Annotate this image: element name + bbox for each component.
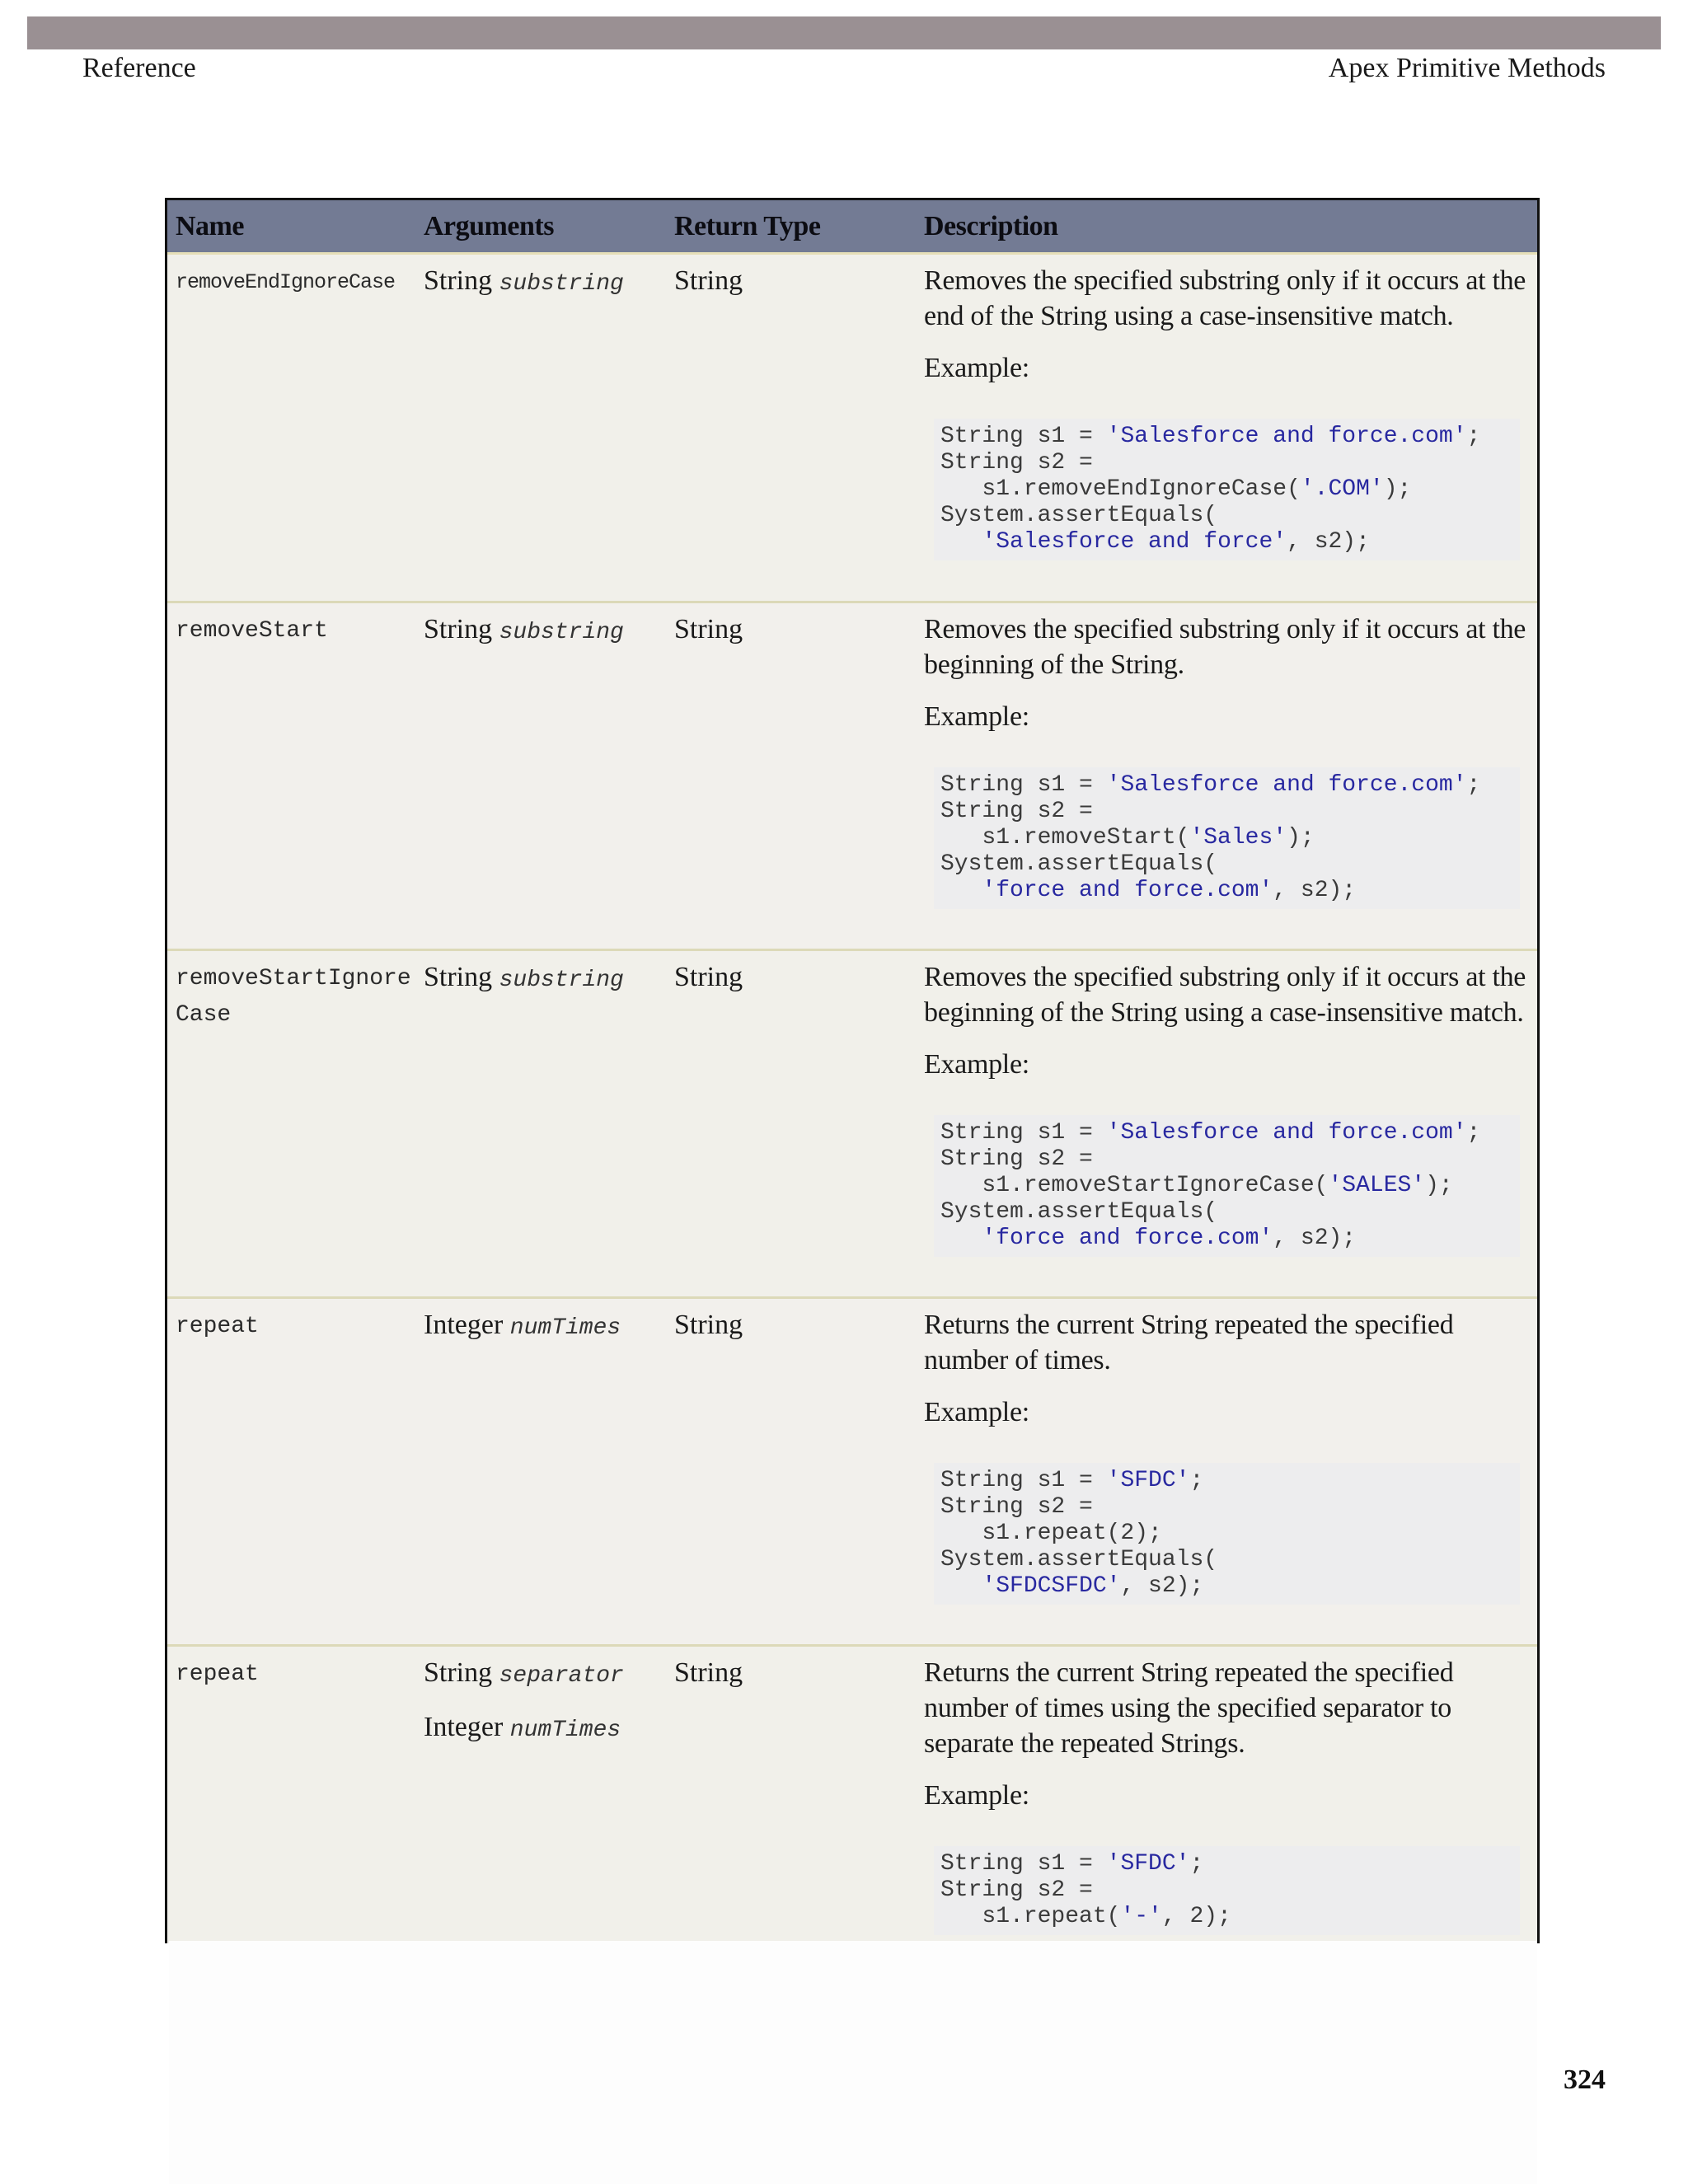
argument bbox=[424, 959, 671, 999]
return-type: String bbox=[674, 1310, 743, 1340]
code-line bbox=[940, 1851, 1513, 1877]
argument-type: Integer bbox=[424, 1310, 504, 1340]
code-token: s1.removeStart( bbox=[940, 825, 1190, 851]
code-token: ); bbox=[1425, 1173, 1453, 1198]
code-string-literal: '-' bbox=[1120, 1904, 1162, 1929]
code-token: System.assertEquals( bbox=[940, 503, 1218, 528]
code-line bbox=[940, 1120, 1513, 1146]
code-line bbox=[940, 1547, 1513, 1573]
code-token: String s1 = bbox=[940, 1468, 1107, 1493]
example-label: Example: bbox=[924, 1049, 1029, 1080]
description-text: Removes the specified substring only if it occurs at the beginning of the String using a case-insensitive match. bbox=[924, 962, 1526, 1028]
column-header-arguments: Arguments bbox=[424, 210, 554, 241]
method-arguments bbox=[424, 1655, 671, 1764]
code-token: , s2); bbox=[1287, 529, 1370, 555]
code-token: String s2 = bbox=[940, 1494, 1093, 1520]
argument-type: String bbox=[424, 265, 493, 296]
code-token: ; bbox=[1466, 1120, 1481, 1146]
example-label: Example: bbox=[924, 1397, 1029, 1427]
code-string-literal: 'Salesforce and force.com' bbox=[1106, 1120, 1467, 1146]
code-line bbox=[940, 799, 1513, 825]
code-token: s1.removeStartIgnoreCase( bbox=[940, 1173, 1329, 1198]
code-token: , s2); bbox=[1273, 878, 1357, 903]
method-name: removeStartIgnoreCase bbox=[176, 966, 411, 1028]
code-line bbox=[940, 825, 1513, 851]
code-line bbox=[940, 503, 1513, 529]
code-line bbox=[940, 529, 1513, 555]
code-line bbox=[940, 878, 1513, 904]
code-token: , s2); bbox=[1120, 1573, 1204, 1599]
code-token: , s2); bbox=[1273, 1226, 1357, 1251]
code-token: String s2 = bbox=[940, 799, 1093, 824]
return-type: String bbox=[674, 265, 743, 296]
code-token: String s2 = bbox=[940, 450, 1093, 476]
code-token: System.assertEquals( bbox=[940, 1199, 1218, 1225]
column-header-name: Name bbox=[176, 210, 244, 241]
method-arguments bbox=[424, 612, 671, 666]
code-string-literal: 'SFDC' bbox=[1106, 1468, 1190, 1493]
example-label: Example: bbox=[924, 701, 1029, 732]
argument-type: Integer bbox=[424, 1712, 504, 1742]
code-token: String s1 = bbox=[940, 424, 1107, 449]
code-line bbox=[940, 1468, 1513, 1494]
code-example bbox=[934, 1463, 1520, 1605]
code-line bbox=[940, 1173, 1513, 1199]
return-type: String bbox=[674, 1657, 743, 1688]
code-line bbox=[940, 1904, 1513, 1930]
code-string-literal: 'force and force.com' bbox=[982, 878, 1273, 903]
code-string-literal: 'Salesforce and force.com' bbox=[1106, 772, 1467, 798]
argument-param: numTimes bbox=[509, 1315, 621, 1341]
column-header-return-type: Return Type bbox=[674, 210, 821, 241]
code-string-literal: 'Sales' bbox=[1189, 825, 1287, 851]
argument-type: String bbox=[424, 1657, 493, 1688]
code-line bbox=[940, 1877, 1513, 1904]
code-line bbox=[940, 851, 1513, 878]
code-line bbox=[940, 1226, 1513, 1252]
method-description bbox=[924, 1655, 1537, 1935]
page-bottom-area bbox=[169, 1941, 1537, 2184]
code-token bbox=[940, 529, 982, 555]
argument-param: substring bbox=[499, 620, 624, 645]
argument bbox=[424, 1307, 671, 1347]
code-token: System.assertEquals( bbox=[940, 851, 1218, 877]
code-example bbox=[934, 1846, 1520, 1935]
code-token: String s2 = bbox=[940, 1877, 1093, 1903]
code-example bbox=[934, 767, 1520, 909]
method-description bbox=[924, 263, 1538, 560]
argument-param: substring bbox=[499, 968, 624, 993]
argument bbox=[424, 1709, 671, 1749]
code-example bbox=[934, 1115, 1520, 1257]
top-banner-bar bbox=[27, 16, 1661, 49]
code-token: ; bbox=[1189, 1468, 1204, 1493]
code-string-literal: 'force and force.com' bbox=[982, 1226, 1273, 1251]
code-string-literal: 'SFDC' bbox=[1106, 1851, 1190, 1877]
argument-param: separator bbox=[499, 1663, 624, 1689]
method-name: removeStart bbox=[176, 618, 328, 644]
code-token: System.assertEquals( bbox=[940, 1547, 1218, 1572]
methods-table bbox=[165, 198, 1540, 1943]
code-token: s1.repeat(2); bbox=[940, 1521, 1162, 1546]
code-token bbox=[940, 878, 982, 903]
code-token: ); bbox=[1287, 825, 1315, 851]
code-token: String s2 = bbox=[940, 1146, 1093, 1172]
argument-type: String bbox=[424, 614, 493, 644]
method-description bbox=[924, 612, 1538, 909]
code-string-literal: '.COM' bbox=[1300, 476, 1384, 502]
argument-type: String bbox=[424, 962, 493, 992]
table-row bbox=[167, 1299, 1537, 1647]
argument-param: numTimes bbox=[509, 1718, 621, 1743]
code-string-literal: 'Salesforce and force' bbox=[982, 529, 1287, 555]
argument bbox=[424, 263, 671, 302]
running-header-chapter: Apex Primitive Methods bbox=[1328, 53, 1606, 83]
code-string-literal: 'SALES' bbox=[1328, 1173, 1426, 1198]
code-line bbox=[940, 476, 1513, 503]
method-arguments bbox=[424, 263, 671, 317]
description-text: Removes the specified substring only if it occurs at the end of the String using a case-insensitive match. bbox=[924, 265, 1526, 331]
code-example bbox=[934, 419, 1520, 560]
column-header-description: Description bbox=[924, 210, 1058, 241]
method-name: removeEndIgnoreCase bbox=[176, 270, 396, 294]
method-name: repeat bbox=[176, 1661, 259, 1687]
code-token: ); bbox=[1383, 476, 1412, 502]
code-line bbox=[940, 1573, 1513, 1600]
argument bbox=[424, 1655, 671, 1694]
example-label: Example: bbox=[924, 1780, 1029, 1811]
table-row bbox=[167, 951, 1537, 1299]
code-token bbox=[940, 1573, 982, 1599]
method-name: repeat bbox=[176, 1314, 259, 1339]
return-type: String bbox=[674, 614, 743, 644]
description-text: Returns the current String repeated the specified number of times using the specified separator to separate the repeated Strings. bbox=[924, 1657, 1454, 1759]
table-row bbox=[167, 255, 1537, 603]
code-line bbox=[940, 450, 1513, 476]
code-line bbox=[940, 424, 1513, 450]
return-type: String bbox=[674, 962, 743, 992]
table-row bbox=[167, 603, 1537, 951]
method-arguments bbox=[424, 1307, 671, 1361]
code-token: s1.repeat( bbox=[940, 1904, 1121, 1929]
description-text: Removes the specified substring only if it occurs at the beginning of the String. bbox=[924, 614, 1526, 680]
code-line bbox=[940, 1146, 1513, 1173]
code-token: ; bbox=[1466, 424, 1481, 449]
example-label: Example: bbox=[924, 353, 1029, 383]
code-token: ; bbox=[1466, 772, 1481, 798]
code-token: String s1 = bbox=[940, 1851, 1107, 1877]
table-header-row bbox=[167, 200, 1537, 255]
code-string-literal: 'Salesforce and force.com' bbox=[1106, 424, 1467, 449]
code-token: String s1 = bbox=[940, 772, 1107, 798]
argument-param: substring bbox=[499, 271, 624, 297]
method-description bbox=[924, 1307, 1538, 1605]
description-text: Returns the current String repeated the specified number of times. bbox=[924, 1310, 1454, 1376]
page-number: 324 bbox=[1564, 2064, 1606, 2095]
code-token: String s1 = bbox=[940, 1120, 1107, 1146]
code-line bbox=[940, 772, 1513, 799]
code-line bbox=[940, 1199, 1513, 1226]
method-arguments bbox=[424, 959, 671, 1014]
code-token: s1.removeEndIgnoreCase( bbox=[940, 476, 1301, 502]
code-token bbox=[940, 1226, 982, 1251]
code-token: ; bbox=[1189, 1851, 1204, 1877]
method-description bbox=[924, 959, 1538, 1257]
code-token: , 2); bbox=[1161, 1904, 1231, 1929]
code-line bbox=[940, 1521, 1513, 1547]
code-line bbox=[940, 1494, 1513, 1521]
table-row bbox=[167, 1647, 1537, 1943]
argument bbox=[424, 612, 671, 651]
code-string-literal: 'SFDCSFDC' bbox=[982, 1573, 1121, 1599]
running-header-section: Reference bbox=[82, 53, 196, 83]
